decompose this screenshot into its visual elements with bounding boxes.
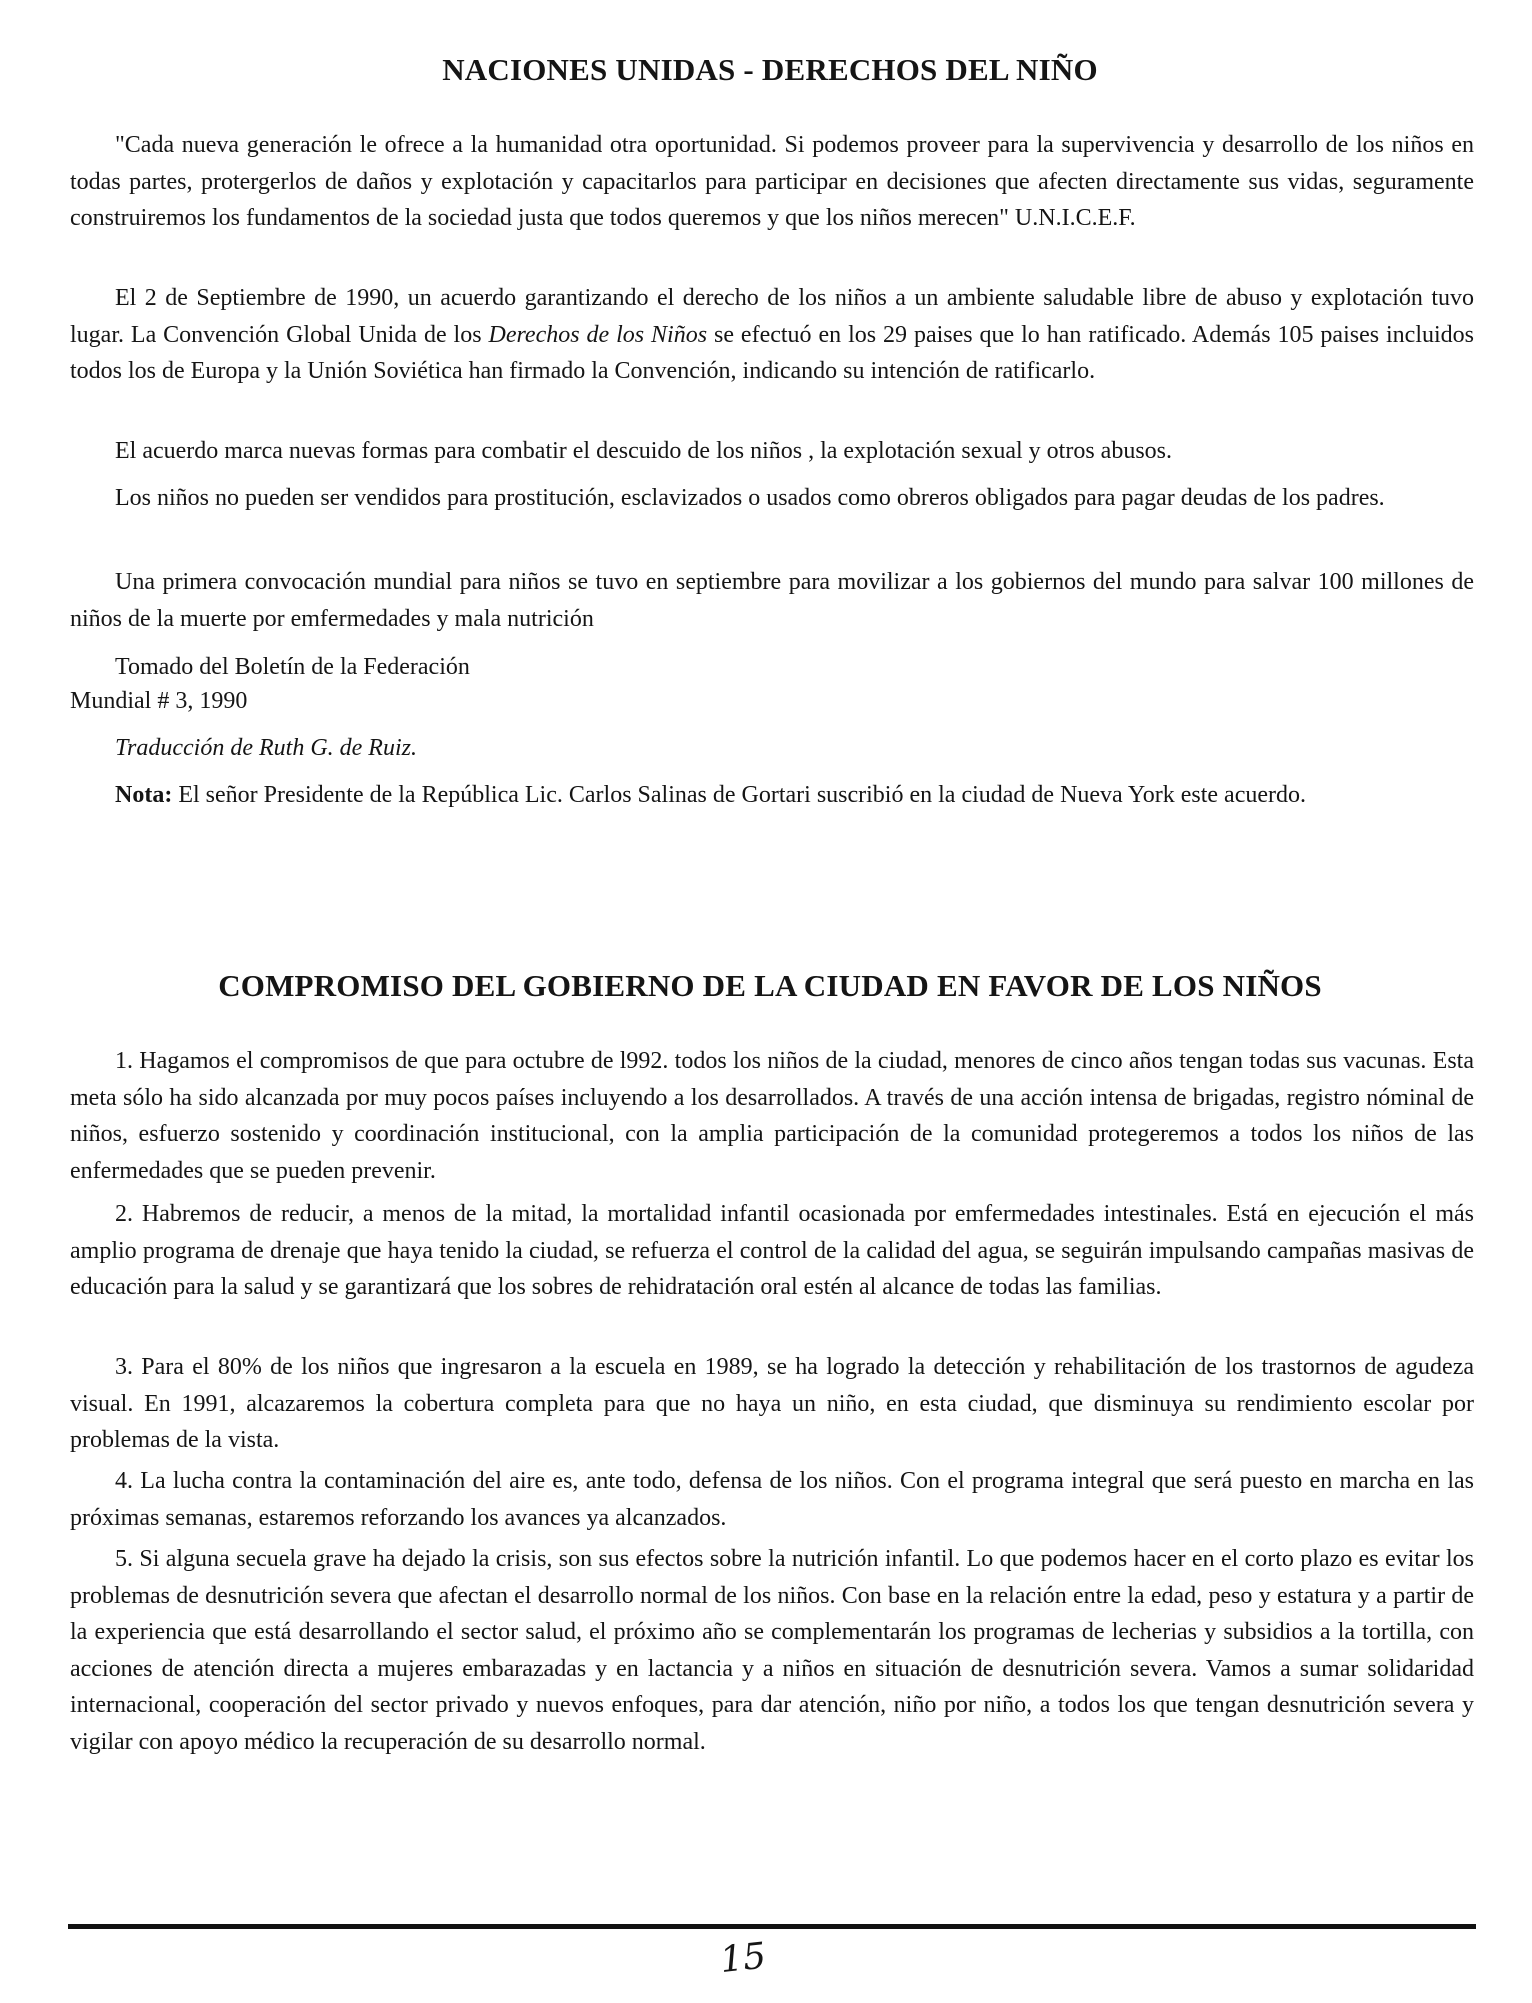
paragraph-children-rights: Los niños no pueden ser vendidos para prostitución, esclavizados o usados como obreros obligados para pagar deudas de los padres. — [115, 485, 1385, 511]
translation-credit: Traducción de Ruth G. de Ruiz. — [115, 735, 417, 761]
source-line-2: Mundial # 3, 1990 — [70, 688, 248, 714]
commitment-item-1: 1. Hagamos el compromisos de que para octubre de l992. todos los niños de la ciudad, menores de cinco años tengan todas sus vacunas. Esta meta sólo ha sido alcanzada por muy pocos países incluyendo a los desarrollados. A través de una acción intensa de brigadas, registro nóminal de niños, esfuerzo sostenido y coordinación institucional, con la amplia participación de la comunidad protegeremos a todos los niños de las enfermedades que se pueden prevenir. — [70, 1048, 1474, 1184]
footer-rule — [68, 1924, 1476, 1929]
convention-name: Derechos de los Niños — [488, 321, 708, 348]
note-paragraph — [70, 777, 1474, 814]
note-label: Nota: — [115, 782, 173, 808]
commitment-item-5: 5. Si alguna secuela grave ha dejado la crisis, son sus efectos sobre la nutrición infantil. Lo que podemos hacer en el corto plazo es evitar los problemas de desnutrición severa que afectan el desarrollo normal de los niños. Con base en la relación entre la edad, peso y estatura y a partir de la experiencia que está desarrollando el sector salud, el próximo año se complementarán los programas de lecherias y subsidios a la tortilla, con acciones de atención directa a mujeres embarazadas y en lactancia y a niños en situación de desnutrición severa. Vamos a sumar solidaridad internacional, cooperación del sector privado y nuevos enfoques, para dar atención, niño por niño, a todos los que tengan desnutrición severa y vigilar con apoyo médico la recuperación de su desarrollo normal. — [70, 1546, 1474, 1755]
section1-title: NACIONES UNIDAS - DERECHOS DEL NIÑO — [442, 52, 1098, 87]
paragraph-convention-tail: se efectuó en los 29 paises que lo han ratificado. Además 105 paises incluidos todos los de Europa y la Unión Soviética han firmado la Convención, indicando su intención de ratificarlo. — [70, 321, 1474, 384]
paragraph-convention-text: El 2 de Septiembre de 1990, un acuerdo garantizando el derecho de los niños a un ambiente saludable libre de abuso y explotación tuvo lugar. La Convención Global Unida de los — [70, 285, 1474, 348]
paragraph-convention — [70, 280, 1474, 390]
section2-title: COMPROMISO DEL GOBIERNO DE LA CIUDAD EN FAVOR DE LOS NIÑOS — [218, 968, 1322, 1003]
paragraph-convocation: Una primera convocación mundial para niños se tuvo en septiembre para movilizar a los gobiernos del mundo para salvar 100 millones de niños de la muerte por emfermedades y mala nutrición — [70, 569, 1474, 632]
paragraph-unicef-quote: "Cada nueva generación le ofrece a la humanidad otra oportunidad. Si podemos proveer para la supervivencia y desarrollo de los niños en todas partes, protergerlos de daños y explotación y capacitarlos para participar en decisiones que afecten directamente sus vidas, seguramente construiremos los fundamentos de la sociedad justa que todos queremos y que los niños merecen" U.N.I.C.E.F. — [70, 132, 1474, 231]
page-number: 15 — [718, 1935, 768, 1982]
source-line-1: Tomado del Boletín de la Federación — [115, 654, 470, 680]
source-citation — [70, 650, 470, 718]
note-text: El señor Presidente de la República Lic. Carlos Salinas de Gortari suscribió en la ciudad de Nueva York este acuerdo. — [172, 782, 1306, 808]
commitment-item-2: 2. Habremos de reducir, a menos de la mitad, la mortalidad infantil ocasionada por emfermedades intestinales. Está en ejecución el más amplio programa de drenaje que haya tenido la ciudad, se refuerza el control de la calidad del agua, se seguirán impulsando campañas masivas de educación para la salud y se garantizará que los sobres de rehidratación oral estén al alcance de todas las familias. — [70, 1201, 1474, 1300]
paragraph-agreement: El acuerdo marca nuevas formas para combatir el descuido de los niños , la explotación sexual y otros abusos. — [115, 438, 1173, 464]
commitment-item-3: 3. Para el 80% de los niños que ingresaron a la escuela en 1989, se ha logrado la detección y rehabilitación de los trastornos de agudeza visual. En 1991, alcazaremos la cobertura completa para que no haya un niño, en esta ciudad, que disminuya su rendimiento escolar por problemas de la vista. — [70, 1354, 1474, 1453]
commitment-item-4: 4. La lucha contra la contaminación del aire es, ante todo, defensa de los niños. Con el programa integral que será puesto en marcha en las próximas semanas, estaremos reforzando los avances ya alcanzados. — [70, 1468, 1474, 1531]
